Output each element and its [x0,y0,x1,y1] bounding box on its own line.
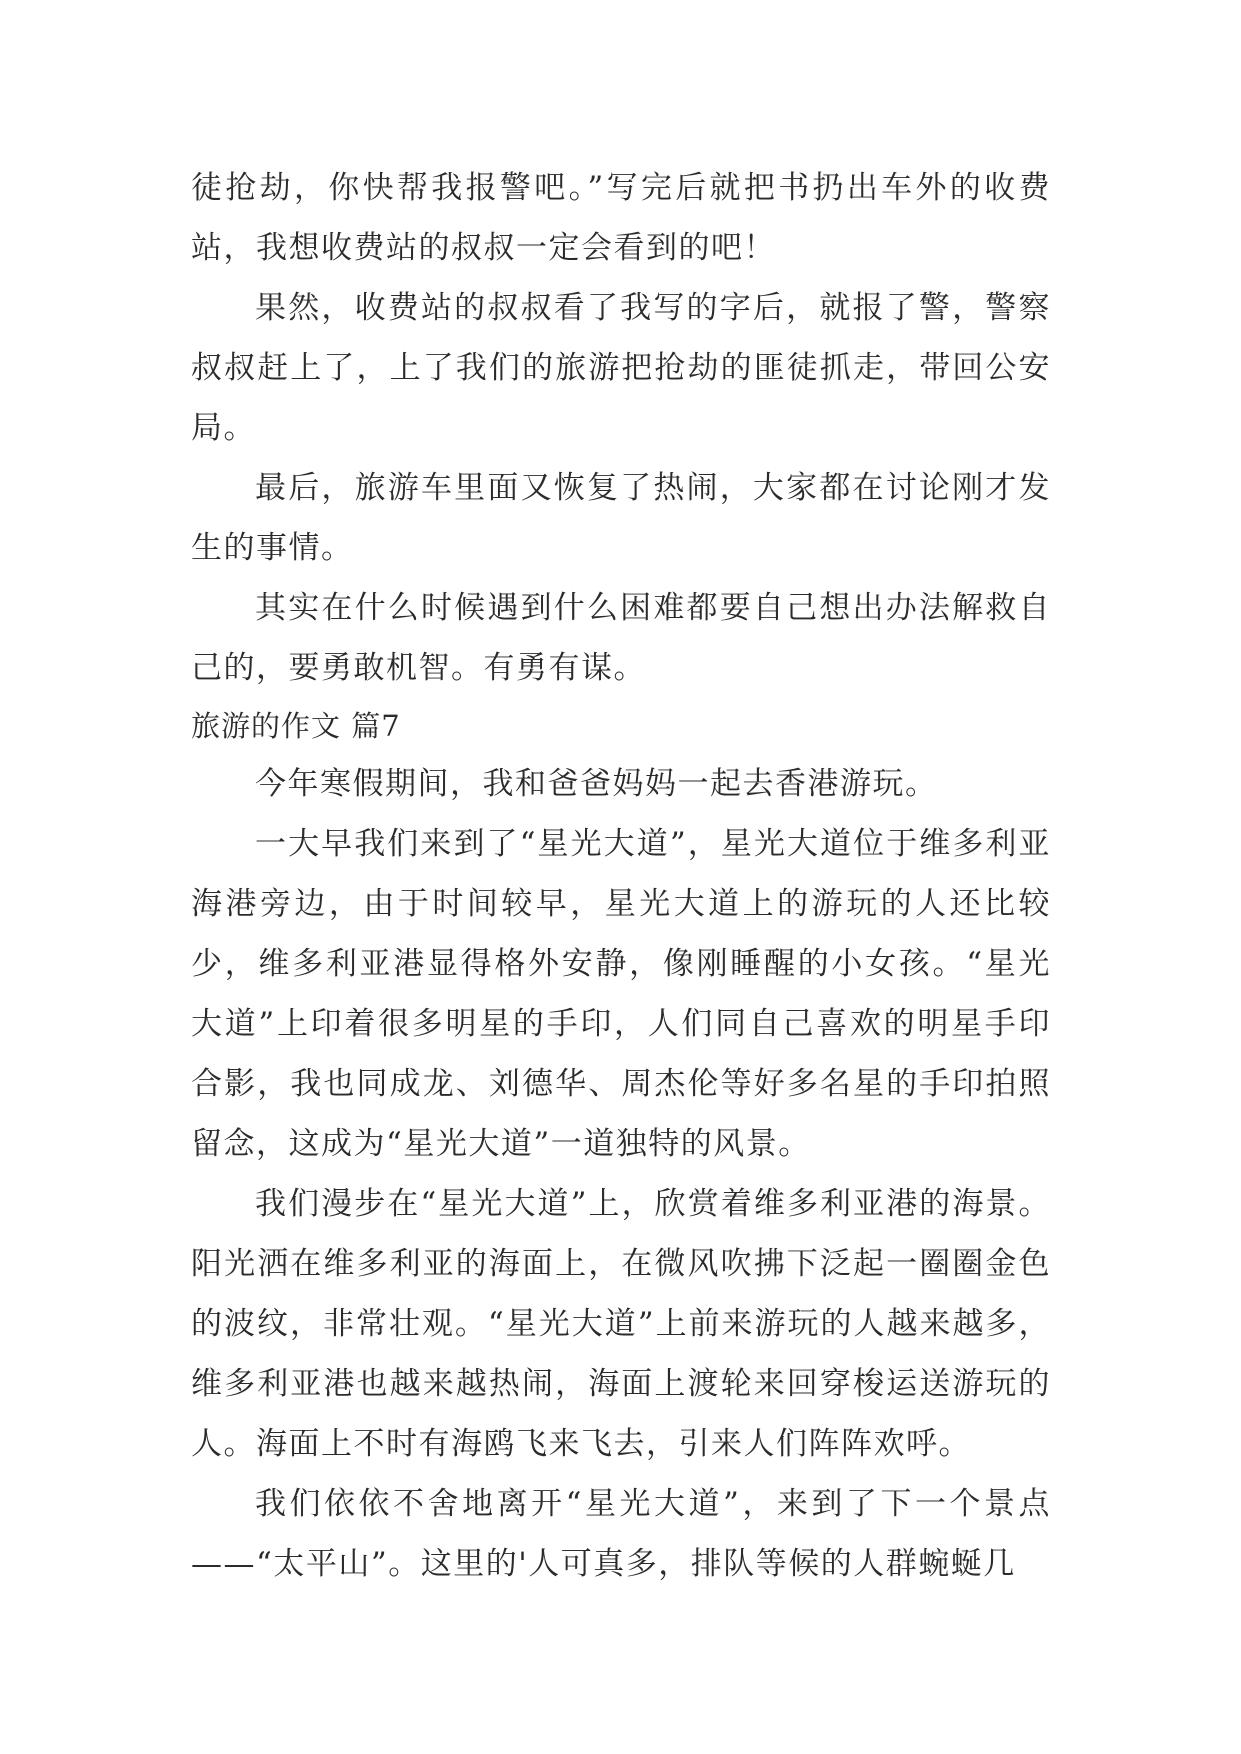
paragraph: 最后，旅游车里面又恢复了热闹，大家都在讨论刚才发生的事情。 [191,470,1051,566]
paragraph: 其实在什么时候遇到什么困难都要自己想出办法解救自己的，要勇敢机智。有勇有谋。 [191,590,1051,686]
document-body [191,158,1051,1594]
paragraph: 一大早我们来到了“星光大道”，星光大道位于维多利亚海港旁边，由于时间较早，星光大道上的游玩的人还比较少，维多利亚港显得格外安静，像刚睡醒的小女孩。“星光大道”上印着很多明星的手印，人们同自己喜欢的明星手印合影，我也同成龙、刘德华、周杰伦等好多名星的手印拍照留念，这成为“星光大道”一道独特的风景。 [191,826,1051,1162]
paragraph: 果然，收费站的叔叔看了我写的字后，就报了警，警察叔叔赶上了，上了我们的旅游把抢劫的匪徒抓走，带回公安局。 [191,290,1051,446]
section-heading: 旅游的作文 篇7 [191,709,401,743]
paragraph: 我们依依不舍地离开“星光大道”，来到了下一个景点——“太平山”。这里的'人可真多，排队等候的人群蜿蜒几 [191,1486,1051,1582]
paragraph: 徒抢劫，你快帮我报警吧。”写完后就把书扔出车外的收费站，我想收费站的叔叔一定会看到的吧！ [191,170,1051,266]
paragraph: 我们漫步在“星光大道”上，欣赏着维多利亚港的海景。阳光洒在维多利亚的海面上，在微风吹拂下泛起一圈圈金色的波纹，非常壮观。“星光大道”上前来游玩的人越来越多，维多利亚港也越来越热闹，海面上渡轮来回穿梭运送游玩的人。海面上不时有海鸥飞来飞去，引来人们阵阵欢呼。 [191,1186,1051,1462]
paragraph: 今年寒假期间，我和爸爸妈妈一起去香港游玩。 [255,766,938,802]
